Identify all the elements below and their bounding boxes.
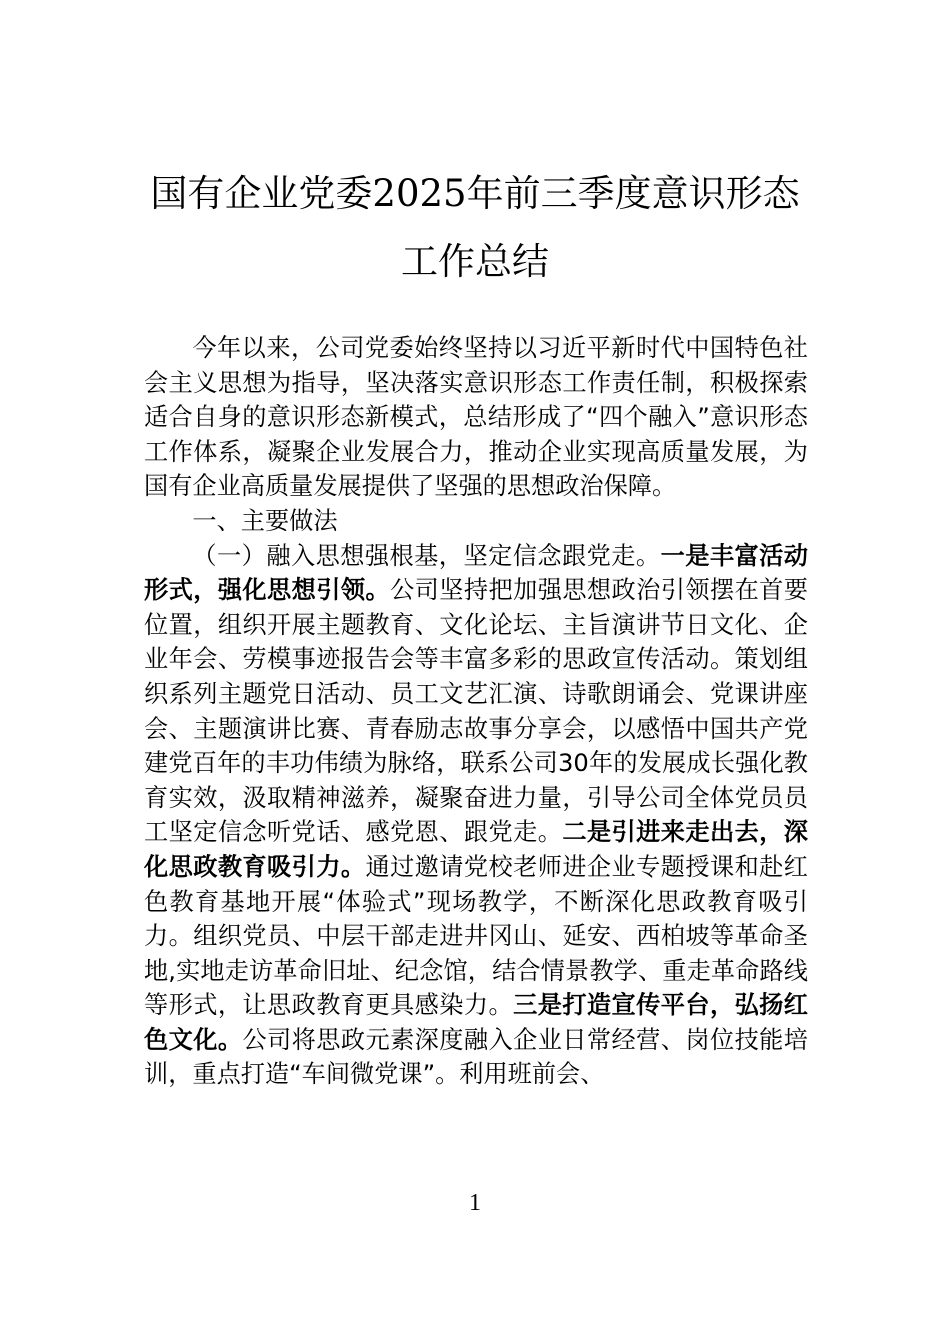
document-title: 国有企业党委2025年前三季度意识形态工作总结 [150, 172, 800, 283]
page-number: 1 [469, 1190, 481, 1216]
point-3-text: 公司将思政元素深度融入企业日常经营、岗位技能培训，重点打造“车间微党课”。利用班前会、 [144, 1025, 808, 1089]
point-1-heading: 一是丰富活动形式，强化思想引领。 [144, 541, 808, 605]
subsection-paragraph [144, 539, 808, 1093]
subsection-lead: （一）融入思想强根基，坚定信念跟党走。 [192, 541, 661, 570]
document-body [144, 331, 808, 1092]
point-3-heading: 三是打造宣传平台，弘扬红色文化。 [144, 991, 808, 1054]
point-2-text: 通过邀请党校老师进企业专题授课和赴红色教育基地开展“体验式”现场教学，不断深化思政教育吸引力。组织党员、中层干部走进井冈山、延安、西柏坡等革命圣地,实地走访革命旧址、纪念馆，结合情景教学、重走革命路线等形式，让思政教育更具感染力。 [144, 852, 808, 1020]
section-heading: 一、主要做法 [192, 506, 338, 535]
point-2-heading: 二是引进来走出去，深化思政教育吸引力。 [144, 818, 808, 881]
intro-paragraph: 今年以来，公司党委始终坚持以习近平新时代中国特色社会主义思想为指导，坚决落实意识形态工作责任制，积极探索适合自身的意识形态新模式，总结形成了“四个融入”意识形态工作体系，凝聚企业发展合力，推动企业实现高质量发展，为国有企业高质量发展提供了坚强的思想政治保障。 [144, 334, 808, 501]
point-1-text: 公司坚持把加强思想政治引领摆在首要位置，组织开展主题教育、文化论坛、主旨演讲节日文化、企业年会、劳模事迹报告会等丰富多彩的思政宣传活动。策划组织系列主题党日活动、员工文艺汇演、诗歌朗诵会、党课讲座会、主题演讲比赛、青春励志故事分享会，以感悟中国共产党建党百年的丰功伟绩为脉络，联系公司30年的发展成长强化教育实效，汲取精神滋养，凝聚奋进力量，引导公司全体党员员工坚定信念听党话、感党恩、跟党走。 [144, 576, 808, 847]
